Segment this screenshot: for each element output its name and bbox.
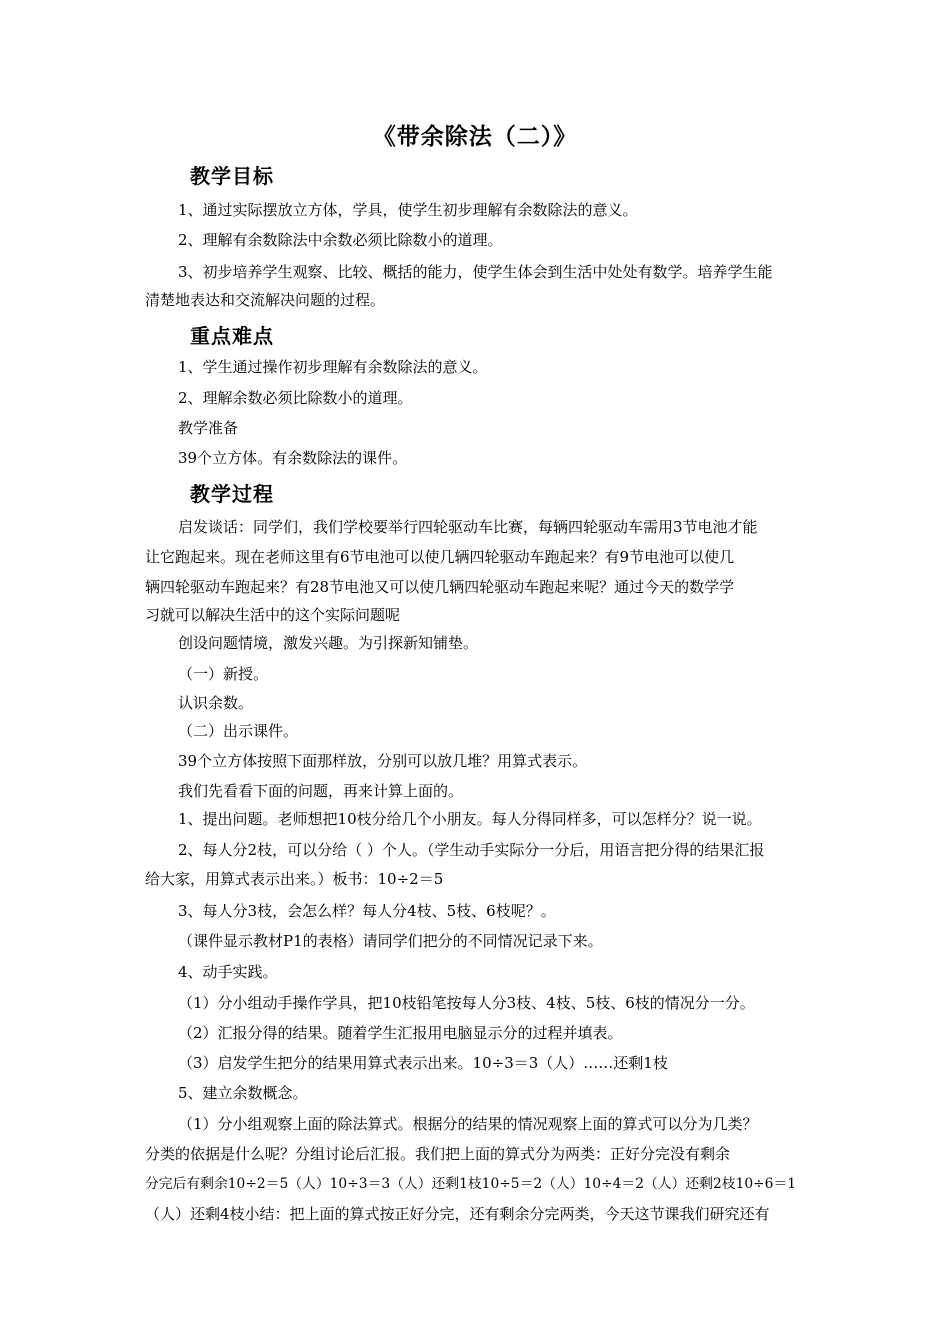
paragraph: 39个立方体按照下面那样放，分别可以放几堆？用算式表示。 <box>178 752 588 770</box>
paragraph: 1、通过实际摆放立方体，学具，使学生初步理解有余数除法的意义。 <box>178 201 638 219</box>
paragraph: （二）出示课件。 <box>178 722 299 740</box>
paragraph: （课件显示教材P1的表格）请同学们把分的不同情况记录下来。 <box>178 932 603 950</box>
paragraph: 分类的依据是什么呢？分组讨论后汇报。我们把上面的算式分为两类：正好分完没有剩余 <box>145 1145 731 1163</box>
paragraph: 2、理解余数必须比除数小的道理。 <box>178 389 413 407</box>
paragraph: 让它跑起来。现在老师这里有6节电池可以使几辆四轮驱动车跑起来？有9节电池可以使几 <box>145 548 735 566</box>
paragraph: 清楚地表达和交流解决问题的过程。 <box>145 291 386 309</box>
document-title: 《带余除法（二）》 <box>372 124 578 150</box>
paragraph: 启发谈话：同学们，我们学校要举行四轮驱动车比赛，每辆四轮驱动车需用3节电池才能 <box>178 518 758 536</box>
paragraph: 辆四轮驱动车跑起来？有28节电池又可以使几辆四轮驱动车跑起来呢？通过今天的数学学 <box>145 578 735 596</box>
paragraph: 习就可以解决生活中的这个实际问题呢 <box>145 606 401 624</box>
paragraph: 5、建立余数概念。 <box>178 1084 308 1102</box>
paragraph: 2、每人分2枝，可以分给（ ）个人。（学生动手实际分一分后，用语言把分得的结果汇报 <box>178 841 765 859</box>
section-heading-key: 重点难点 <box>190 324 274 348</box>
paragraph: （1）分小组观察上面的除法算式。根据分的结果的情况观察上面的算式可以分为几类？ <box>178 1115 758 1133</box>
paragraph: 3、每人分3枝，会怎么样？每人分4枝、5枝、6枝呢？。 <box>178 902 556 920</box>
paragraph: 3、初步培养学生观察、比较、概括的能力，使学生体会到生活中处处有数学。培养学生能 <box>178 263 773 281</box>
paragraph: （3）启发学生把分的结果用算式表示出来。10÷3＝3（人）……还剩1枝 <box>178 1054 668 1072</box>
paragraph: 给大家，用算式表示出来。）板书：10÷2＝5 <box>145 870 444 888</box>
paragraph: 认识余数。 <box>178 694 254 712</box>
paragraph: （人）还剩4枝小结：把上面的算式按正好分完，还有剩余分完两类，今天这节课我们研究还有 <box>145 1205 770 1223</box>
paragraph: （2）汇报分得的结果。随着学生汇报用电脑显示分的过程并填表。 <box>178 1024 623 1042</box>
paragraph: 39个立方体。有余数除法的课件。 <box>178 449 408 467</box>
paragraph: 4、动手实践。 <box>178 963 278 981</box>
section-heading-process: 教学过程 <box>190 482 274 506</box>
paragraph: 1、提出问题。老师想把10枝分给几个小朋友。每人分得同样多，可以怎样分？说一说。 <box>178 810 762 828</box>
paragraph: 教学准备 <box>178 419 239 437</box>
paragraph: 2、理解有余数除法中余数必须比除数小的道理。 <box>178 231 503 249</box>
paragraph: 分完后有剩余10÷2＝5（人）10÷3＝3（人）还剩1枝10÷5＝2（人）10÷4＝2（人）还剩2枝10÷6＝1 <box>145 1176 797 1192</box>
paragraph: （1）分小组动手操作学具，把10枝铅笔按每人分3枝、4枝、5枝、6枝的情况分一分。 <box>178 994 755 1012</box>
section-heading-goals: 教学目标 <box>190 164 274 188</box>
paragraph: 创设问题情境，激发兴趣。为引探新知铺垫。 <box>178 634 479 652</box>
paragraph: 我们先看看下面的问题，再来计算上面的。 <box>178 782 464 800</box>
paragraph: 1、学生通过操作初步理解有余数除法的意义。 <box>178 358 488 376</box>
paragraph: （一）新授。 <box>178 665 269 683</box>
